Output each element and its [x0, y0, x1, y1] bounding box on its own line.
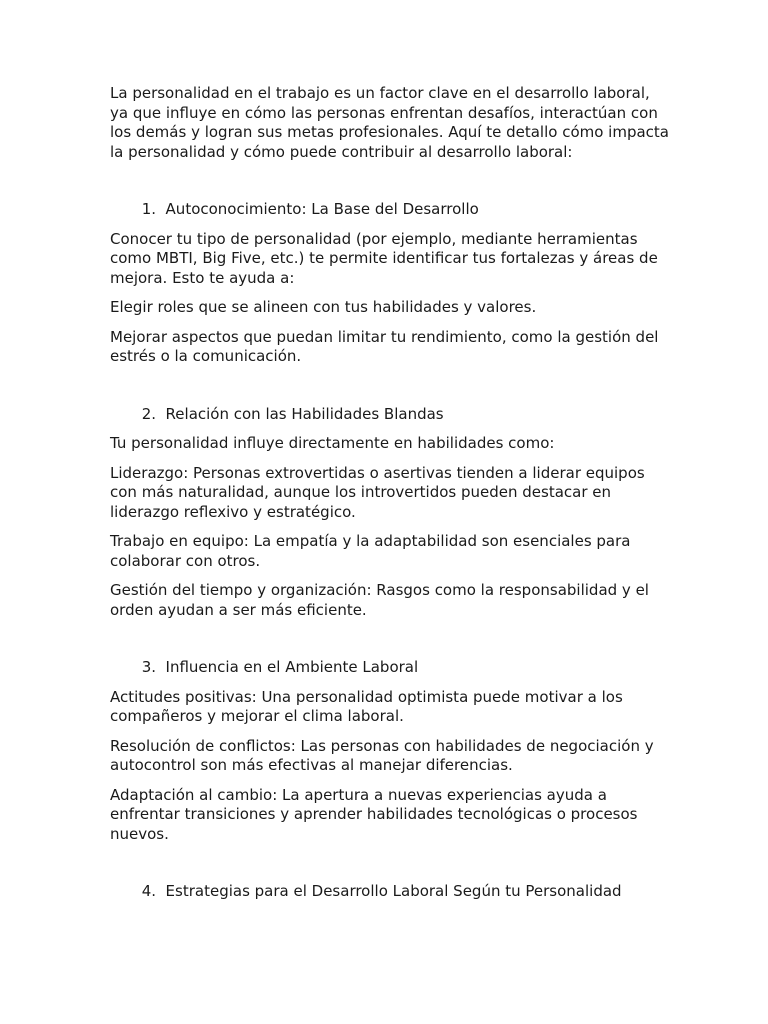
section-paragraph: Liderazgo: Personas extrovertidas o asertivas tienden a liderar equipos con más naturalidad, aunque los introvertidos pueden destacar en liderazgo reflexivo y estratégico. [110, 463, 645, 521]
section-number: 4. [141, 882, 156, 900]
section-title: Relación con las Habilidades Blandas [165, 404, 444, 423]
section-title: Estrategias para el Desarrollo Laboral Según tu Personalidad [165, 882, 622, 900]
section-paragraph: Resolución de conflictos: Las personas con habilidades de negociación y autocontrol son más efectivas al manejar diferencias. [110, 736, 654, 774]
section-number: 2. [141, 404, 156, 423]
section-paragraph: Tu personalidad influye directamente en habilidades como: [110, 434, 555, 452]
section-title: Influencia en el Ambiente Laboral [165, 658, 419, 676]
section-paragraph: Adaptación al cambio: La apertura a nuevas experiencias ayuda a enfrentar transiciones y aprender habilidades tecnológicas o procesos nuevos. [110, 785, 638, 843]
section-number: 3. [141, 658, 156, 676]
section-heading-2 [110, 405, 670, 425]
section-paragraph: Elegir roles que se alineen con tus habilidades y valores. [110, 298, 537, 316]
section-paragraph: Conocer tu tipo de personalidad (por ejemplo, mediante herramientas como MBTI, Big Five, etc.) te permite identificar tus fortalezas y áreas de mejora. Esto te ayuda a: [110, 229, 658, 287]
section-paragraph: Actitudes positivas: Una personalidad optimista puede motivar a los compañeros y mejorar el clima laboral. [110, 687, 623, 725]
intro-paragraph: La personalidad en el trabajo es un factor clave en el desarrollo laboral, ya que influye en cómo las personas enfrentan desafíos, interactúan con los demás y logran sus metas profesionales. Aquí te detallo cómo impacta la personalidad y cómo puede contribuir al desarrollo laboral: [110, 84, 669, 161]
section-number: 1. [141, 200, 156, 218]
section-heading-1 [110, 200, 670, 220]
section-heading-3 [110, 658, 670, 678]
section-title: Autoconocimiento: La Base del Desarrollo [165, 200, 479, 218]
section-paragraph: Trabajo en equipo: La empatía y la adaptabilidad son esenciales para colaborar con otros. [110, 532, 631, 570]
section-paragraph: Gestión del tiempo y organización: Rasgos como la responsabilidad y el orden ayudan a ser más eficiente. [110, 581, 649, 619]
section-paragraph: Mejorar aspectos que puedan limitar tu rendimiento, como la gestión del estrés o la comunicación. [110, 327, 659, 365]
document-body [110, 84, 670, 912]
section-heading-4 [110, 882, 670, 902]
